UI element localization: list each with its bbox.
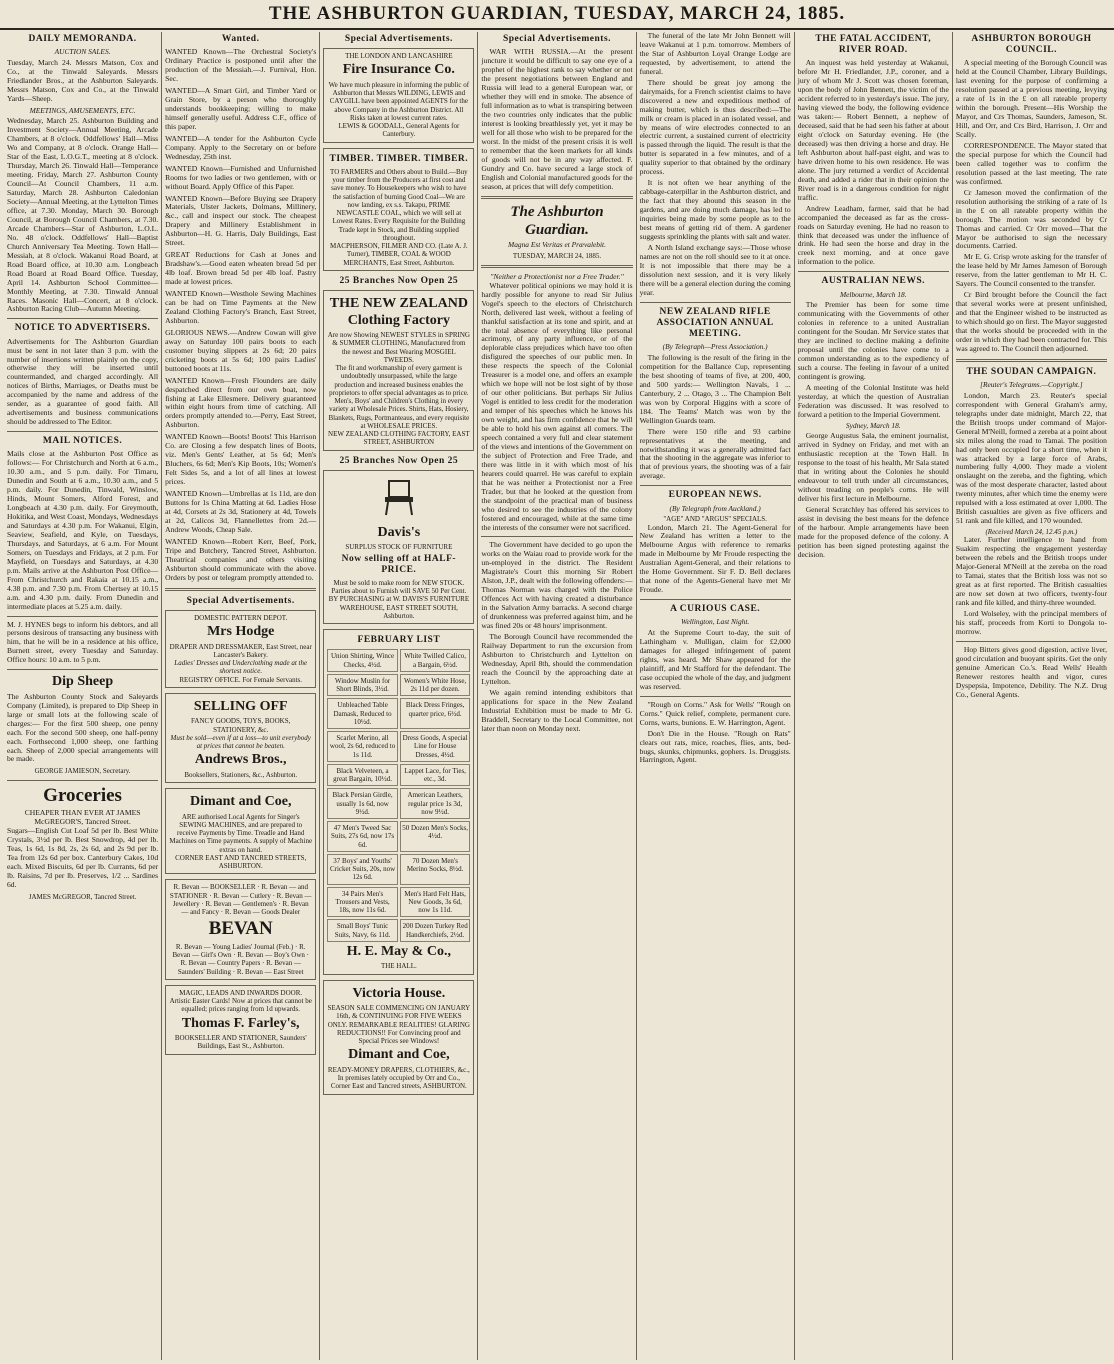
column-5 — [636, 32, 794, 1360]
feb-item: Men's Hard Felt Hats, New Goods, 3s 6d, now 1s 11d. — [400, 887, 471, 918]
inner-masthead: The Ashburton Guardian. — [510, 204, 604, 239]
hodge-tag: DOMESTIC PATTERN DEPOT. — [194, 613, 288, 622]
timber-heading: TIMBER. TIMBER. TIMBER. — [329, 153, 469, 164]
wanted-ad: WANTED Known—The Orchestral Society's Ordinary Practice is postponed until after the production of the Messiah.—J. Furnival, Hon. Sec. — [165, 47, 317, 84]
branches-banner: 25 Branches Now Open 25 — [339, 455, 459, 466]
rifle-heading: NEW ZEALAND RIFLE ASSOCIATION ANNUAL MEETING. — [656, 306, 774, 340]
magic-heading: MAGIC, LEADS AND INWARDS DOOR. — [179, 988, 303, 997]
columns — [4, 32, 1110, 1360]
feb-item: White Twilled Calico, a Bargain, 6½d. — [400, 649, 471, 672]
butter-news: There should be great joy among the dairymaids, for a French scientist claims to have discovered a new and expeditious method of making butter, which is thus described:—The milk or cream is placed in an isolated vessel, and by means of wire electrodes connected to an electric current, a sustained current of electricity is passed through the liquid. The result is that the butter is separated in a few minutes, and of a quality superior to that obtained by the ordinary process. — [639, 77, 791, 177]
council-text: CORRESPONDENCE. The Mayor stated that the special purpose for which the Council had been called together was to confirm the resolution passed at the last meeting. The rate was confirmed. — [955, 140, 1107, 186]
australian-text: A meeting of the Colonial Institute was held yesterday, at which the question of Australian Federation was discussed. It was resolved to forward a petition to the Imperial Government. — [797, 382, 949, 419]
column-1 — [4, 32, 161, 1360]
council-text: A special meeting of the Borough Council was held at the Council Chamber, Library Buildings, last evening for the purpose of confirming a resolution passed at a previous meeting, levying a rate of 1s in the £ on all rateable property within the borough. Present—His Worship the Mayor, and Crs Thomas, Saunders, Jameson, St. Hill, and Orr, and Crs Bird, Harrison, J. Orr and Scally. — [955, 58, 1107, 140]
special-heading: Special Advertisements. — [344, 34, 453, 44]
selling-heading: SELLING OFF — [193, 698, 288, 714]
insurance-signed: LEWIS & GOODALL, General Agents for Canterbury. — [338, 122, 460, 139]
davis-offer: Now selling off at HALF-PRICE. — [341, 553, 457, 575]
magic-text: Artistic Easter Cards! Now at prices that cannot be equalled; prices ranging from 1d upwards. — [169, 997, 312, 1014]
clothing-ad — [323, 290, 474, 451]
hynes-notice: M. J. HYNES begs to inform his debtors, and all persons desirous of transacting any business with him, that he will be in a residence at his office, Burnett street, every Tuesday and Saturday. Office hours: 10 a.m. to 5 p.m. — [7, 619, 159, 665]
feb-item: Lappet Lace, for Ties, etc., 3d. — [400, 764, 471, 787]
bevan-list-left: R. Bevan — BOOKSELLER · R. Bevan — and STATIONER · R. Bevan — Cutlery · R. Bevan — Jewellery · R. Bevan — Gentlemen's · R. Bevan — and Fancy · R. Bevan — Goods Dealer — [169, 883, 312, 917]
corns-ad: "Rough on Corns." Ask for Wells' "Rough on Corns." Quick relief, complete, permanent cure. Corns, warts, bunions. E. W. Harrington, Agent. — [639, 699, 791, 727]
feb-item: Black Persian Girdle, usually 1s 6d, now 9½d. — [327, 788, 398, 819]
clothing-name: THE NEW ZEALAND Clothing Factory — [329, 296, 468, 328]
feb-item: Window Muslin for Short Blinds, 3½d. — [327, 674, 398, 697]
feb-item: Union Shirting, Wince Checks, 4½d. — [327, 649, 398, 672]
wanted-ad: WANTED Known—Fresh Flounders are daily despatched direct from our own boat, now fishing at Lake Ellesmere. Delivery guaranteed within eight hours from time of catching. All orders promptly attended to.—Perry, East Street, Ashburton. — [165, 375, 317, 430]
column-2 — [161, 32, 319, 1360]
mail-heading: MAIL NOTICES. — [42, 436, 123, 447]
sydney-text: George Augustus Sala, the eminent journalist, arrived in Sydney on Friday, and met with an enthusiastic reception at the Town Hall. In response to the toast of his health, Mr Sala stated that in writing about the Colonies he should endeavour to tell truth under all circumstances, without treading on people's corns. He will deliver his first lecture in Melbourne. — [797, 431, 949, 504]
reductions-ad: GREAT Reductions for Cash at Jones and Bradshaw's.—Good eaten wheaten bread 5d per 4lb loaf. Brown bread 5d per 4lb loaf. Pastry made at lowest prices. — [165, 250, 317, 287]
dimant-addr: CORNER EAST AND TANCRED STREETS, ASHBURTON. — [175, 853, 307, 871]
feb-item: 34 Pairs Men's Trousers and Vests, 18s, now 11s 6d. — [327, 887, 398, 918]
insurance-text: We have much pleasure in informing the public of Ashburton that Messrs WILDING, LEWIS and CAYGILL have been appointed AGENTS for the above Company in the Ashburton District. All Risks taken at lowest current rates. — [328, 80, 470, 122]
selling-off-ad — [165, 693, 316, 783]
davis-ad — [323, 470, 474, 624]
masthead-date: TUESDAY, MARCH 24, 1885. — [512, 251, 602, 260]
fatal-heading: THE FATAL ACCIDENT, RIVER ROAD. — [815, 34, 932, 56]
feb-heading: FEBRUARY LIST — [357, 635, 441, 646]
meetings-heading: MEETINGS, AMUSEMENTS, ETC. — [29, 105, 136, 115]
clothing-sub: Are now Showing NEWEST STYLES in SPRING & SUMMER CLOTHING, Manufactured from the newest and Best Wearing MOSGIEL TWEEDS. — [327, 331, 470, 364]
fatal-text: An inquest was held yesterday at Wakanui, before Mr H. Friedlander, J.P., coroner, and a jury of whom Mr J. Scott was chosen foreman, upon the body of John Bennett, the victim of the accident referred to in yesterday's issue. The jury, having viewed the body, the following evidence was taken:— Robert Bennett, a nephew of deceased, said that he had seen his father at about eight o'clock on Saturday evening. He (the deceased) was then driving a horse and dray. He left Ashburton about half-past eight, and was to have driven home to his own residence. He was alone. The jury returned a verdict of Accidental death, and added a rider that in their opinion the River road is in a dangerous condition for night traffic. — [797, 58, 949, 202]
masthead-title: THE ASHBURTON GUARDIAN, TUESDAY, MARCH 24, 1885. — [268, 3, 846, 24]
february-list-ad — [323, 629, 474, 974]
caterpillar-news: It is not often we hear anything of the cabbage-caterpillar in the Ashburton district, and the fact that they abound this season in the gardens, and are doing much damage, has led to inquiries being made by some people as to the best means of getting rid of them. A gardener suggests sprinkling the plants with salt and water. — [639, 178, 791, 241]
european-heading: EUROPEAN NEWS. — [668, 490, 762, 501]
fatal-text: Andrew Leadham, farmer, said that he had accompanied the deceased as far as the cross-roads on Saturday evening. He had no reason to think that deceased was under the influence of drink. He had seen the horse and dray in the creek next morning, and at once gave information to the police. — [797, 203, 949, 267]
column-7 — [952, 32, 1110, 1360]
victoria-ad — [323, 980, 474, 1095]
european-subhead: "AGE" AND "ARGUS" SPECIALS. — [663, 515, 767, 524]
insurance-name: Fire Insurance Co. — [342, 62, 455, 78]
masthead — [0, 0, 1114, 30]
bevan-name: BEVAN — [208, 918, 273, 940]
daily-memoranda-heading: DAILY MEMORANDA. — [28, 34, 137, 44]
may-name: H. E. May & Co., — [346, 943, 451, 959]
hodge-name: Mrs Hodge — [207, 624, 275, 640]
australian-heading: AUSTRALIAN NEWS. — [821, 276, 926, 287]
feb-item: 50 Dozen Men's Socks, 4½d. — [400, 821, 471, 852]
mail-text: Mails close at the Ashburton Post Office as follows:— For Christchurch and North at 6 a.m., 10.30 a.m., and 5 p.m. daily. For Timaru, Dunedin and South at 6 a.m., 10.30 a.m., and 5 p.m. daily. For Dunedin, Tinwald, Winslow, Hinds, Mount Somers, Alford Forest, and Longbeach at 4.30 p.m. daily. For Greymouth, Hokitika, and West Coast, Mondays, Wednesdays and Saturdays at 4.30 p.m. For Wakanui, Elgin, Seaview, Seafield, and Kyle, on Tuesdays, Thursdays, and Saturdays, at 6 a.m. For Mount Somers, on Tuesdays and Fridays, at 2 p.m. For Mayfield, on Tuesdays and Saturdays, at 4.30 p.m. Mails arrive at the Ashburton Post Office— From Christchurch and Rakaia at 10.15 a.m., 4.38 p.m. and 7.30 p.m. From Chertsey at 10.15 a.m. and 4.30 p.m. daily. From Dunedin and intermediate places at 5.25 a.m. daily. — [7, 449, 159, 611]
leader-text: Whatever political opinions we may hold it is hardly possible for anyone to read Sir Julius Vogel's speech to the electors of Christchurch North, delivered last week, without a feeling of thankful satisfaction at its tone and spirit, and at the total absence of everything like personal acrimony, of any party influence, or of the deplorable class prejudices which have too often disfigured the speeches of our public men. In these respects the speech of the Colonial Treasurer is a model one, and offers an example which we hope will not be lost sight of by those of our other politicians. But perhaps Sir Julius Vogel is entitled to less credit for the moderation and temper of his speeches which he knows his own weight, and has firm confidence that he will be able to hold his own against all comers. The speech contained a very full and clear statement of the views and intentions of the Government on the subject of Protection and Free Trade, and there was little in it with which most of his hearers could quarrel. He was careful to explain that he was neither a Protectionist nor a Free Trader, but that he looked at the question from the standpoint of the practical man of business who desired to see the industries of the colony fostered and encouraged, while at the same time the interests of the consumer were not sacrificed. — [481, 280, 633, 532]
borough-news: The Borough Council have recommended the Railway Department to run the excursion from Ashburton to Christchurch and Lyttelton on Wednesday, April 8th, should the commendation reach the Council by the approaching date at Lyttelton. — [481, 631, 633, 686]
special-heading: Special Advertisements. — [502, 34, 612, 44]
selling-sub: FANCY GOODS, TOYS, BOOKS, STATIONERY, &c. — [191, 717, 291, 734]
feb-item: Black Velveteen, a great Bargain, 10½d. — [327, 764, 398, 787]
exhibition-news: We again remind intending exhibitors that applications for space in the New Zealand Industrial Exhibition must be made to Mr G. Braddell, Secretary to the Local Committee, not later than noon on Monday next. — [481, 687, 633, 733]
feb-item: Black Dress Fringes, quarter price, 6½d. — [400, 698, 471, 729]
soudan-text: London, March 23. Reuter's special correspondent with General Graham's army, telegraphs under date midnight, March 22, that the British troops under command of Major-General M'Neill, formed a zereba at a point about six miles along the road to Tamai. The position had only been occupied for a short time, when it was attacked by a large force of Arabs, numbering fully 4,000. They made a violent onslaught on the zereba, and the fighting, which was of the most desperate character, lasted about twenty minutes, after which time the enemy were repulsed with a loss estimated at over 1,000. The British casualties are given as five officers and 51 rank and file killed, and 170 wounded. — [955, 390, 1107, 526]
hodge-ad — [165, 610, 316, 688]
soudan-received: (Received March 24, 12.45 p.m.) — [985, 528, 1078, 537]
wanted-ad: WANTED Known—Boots! Boots! This Harrison Co. are Closing a few despatch lines of Boots, viz. Men's Gents' Leather, at 5s 6d; Men's Bluchers, 6s 6d; Men's Kip Boots, 10s; Women's Felt Sides 5s, and a lot of all lines at lowest prices. — [165, 432, 317, 487]
feb-item: 70 Dozen Men's Merino Socks, 8½d. — [400, 854, 471, 885]
sydney-text: General Scratchley has offered his services to assist in devising the best means for the defence of the harbour. Ample arrangements have been made for the proposed defence of the colony. A petition has been signed protesting against the decision. — [797, 505, 949, 559]
wanted-ad: WANTED—A tender for the Ashburton Cycle Company. Apply to the Secretary on or before Wednesday, 25th inst. — [165, 133, 317, 161]
european-text: London, March 21. The Agent-General for New Zealand has written a letter to the Melbourne Argus with reference to remarks made in Melbourne by Mr Froude respecting the Australian Agent-General, and their relations to the Home Government. Sir F. D. Bell declares that none of the Agents-General have met Mr Froude. — [639, 522, 791, 595]
rats-ad: Don't Die in the House. "Rough on Rats" clears out rats, mice, roaches, flies, ants, bed-bugs, skunks, chipmunks, gophers. 1s. Druggists. Harrington, Agent. — [639, 728, 791, 765]
european-sub: (By Telegraph from Auckland.) — [669, 503, 761, 513]
rifle-text: The following is the result of the firing in the competition for the Ballance Cup, representing the best shooting of teams of five, at 200, 400, and 500 yards:— Wellington Navals, 1 ... Canterbury, 2 ... Otago, 3 ... The Champion Belt was won by Corporal Higgins with a score of 184. The Teams' Match was won by the Wellington Guards team. — [639, 352, 791, 425]
curious-text: At the Supreme Court to-day, the suit of Lathingham v. Mulligan, claim for £2,000 damages for alleged infringement of patent rights, was heard. Mr Shaw appeared for the plaintiff, and Mr Stafford for the defendant. The case occupied the whole of the day, and judgment was reserved. — [639, 628, 791, 691]
rifle-text: There were 150 rifle and 93 carbine representatives at the meeting, and notwithstanding it was a generally admitted fact that the shooting in the aggregate was inferior to that of previous years, the shooting was of a fair average. — [639, 426, 791, 481]
soudan-later: Lord Wolseley, with the principal members of his staff, proceeds from Korti to Dongola to-morrow. — [955, 609, 1107, 636]
dip-signed: GEORGE JAMIESON, Secretary. — [34, 767, 131, 776]
advertisers-text: Advertisements for The Ashburton Guardian must be sent in not later than 3 p.m. with the number of insertions written plainly on the copy, otherwise they will be inserted until countermanded, and charged accordingly. All notices of Births, Marriages, or Deaths must be accompanied by the name and address of the sender, as a guarantee of good faith. All advertisements and business communications should be addressed to The Editor. — [7, 336, 159, 427]
insurance-company: THE LONDON AND LANCASHIRE — [345, 52, 453, 61]
column-6 — [794, 32, 952, 1360]
war-article: WAR WITH RUSSIA.—At the present juncture it would be difficult to say one eye of a prophet of the highest rank to say whether or not the present negotiations between England and Russia will lead to a general European war, or whether they will end in smoke. The absence of full information as to what is transpiring between the two countries only indicates that the public interest is looking breathlessly yet, yet it may be well for all those who wish to be prepared for the worst. In the midst of the present crisis it is well to remember that the keen markets for all kinds of goods will not be in any way affected. F. Gundry and Co. have secured a large stock of English and Colonial manufactured goods for the season, at prices that will defy competition. — [481, 47, 633, 191]
council-text: Mr E. G. Crisp wrote asking for the transfer of the lease held by Mr James Jameson of Borough reserve, from the latter gentleman to Mr H. C. Sayers. The Council consented to the transfer. — [955, 252, 1107, 289]
timber-text: TO FARMERS and Others about to Build.—Buy your timber from the Producers at first cost and save money. To Housekeepers who wish to have the satisfaction of burning Good Coal—We are now landing, ex s.s. Takapu, PRIME NEWCASTLE COAL, which we will sell at Lowest Rates. Every Requisite for the Building Trade kept in Stock, and Building supplied throughout. — [330, 167, 468, 242]
soudan-later: Later. Further intelligence to hand from Suakim respecting the engagement yesterday between the rebels and the British troops under Major-General M'Neill at the zereba on the road to Tamai, states that the British loss was not so great as at first reported. The British casualties are now set down at two officers, twenty-four rank and file killed, and thirty-three wounded. — [955, 535, 1107, 608]
victoria-name: Victoria House. — [352, 985, 446, 1001]
council-text: Cr Bird brought before the Council the fact that several works were at present unfinished, and that the Engineer wished to be instructed as to which should go on first. The Mayor suggested that the works should be proceeded with in the order in which they had been contracted for. This was agreed to. The Council then adjourned. — [955, 290, 1107, 353]
feb-item: Small Boys' Tunic Suits, Navy, 6s 11d. — [327, 919, 398, 942]
feb-item: 47 Men's Tweed Sac Suits, 27s 6d, now 17s 6d. — [327, 821, 398, 852]
advertisers-heading: NOTICE TO ADVERTISERS. — [14, 323, 151, 334]
dip-text: The Ashburton County Stock and Saleyards Company (Limited), is prepared to Dip Sheep in large or small lots at the following scale of charges:— For the first 500 sheep, one penny each. For the second 500 sheep, one half-penny each. Forthsecond 1,000 sheep, one farthing each. Sheep of 2,000 special arrangements will be made. — [7, 691, 159, 764]
special-heading: Special Advertisements. — [186, 595, 295, 606]
andrews-sub: Booksellers, Stationers, &c., Ashburton. — [184, 770, 298, 779]
andrews-name: Andrews Bros., — [194, 752, 287, 768]
curious-sub: Wellington, Last Night. — [680, 617, 750, 627]
column-3 — [319, 32, 477, 1360]
australian-sub: Melbourne, March 18. — [839, 289, 907, 299]
wanted-ad: WANTED Known—Before Buying see Drapery Materials, Ulster Jackets, Dolmans, Millinery, &c., call and inspect our stock. The cheapest Drapery and Millinery Establishment in Ashburton—H. G. Harris, Daly Buildings, East Street. — [165, 193, 317, 248]
timber-ad — [323, 148, 474, 271]
dimant2-sub: READY-MONEY DRAPERS, CLOTHIERS, &c., In premises lately occupied by Orr and Co., Corner East and Tancred streets, ASHBURTON. — [327, 1065, 470, 1091]
bevan-list-right: R. Bevan — Young Ladies' Journal (Feb.) · R. Bevan — Girl's Own · R. Bevan — Boy's Own · R. Bevan — Country Papers · R. Bevan — Saunders' Building · R. Bevan — East Street — [172, 942, 309, 976]
dimant-text: ARE authorised Local Agents for Singer's SEWING MACHINES, and are prepared to receive Payments by Time. Treadle and Hand Machines on Time payments. A supply of Machine extras on hand. — [169, 812, 313, 854]
clothing-addr: NEW ZEALAND CLOTHING FACTORY, EAST STREET, ASHBURTON — [328, 430, 470, 447]
leader-title: "Neither a Protectionist nor a Free Trader." — [490, 271, 624, 281]
insurance-ad — [323, 48, 474, 143]
dimant2-name: Dimant and Coe, — [348, 1047, 450, 1063]
feb-item: Dress Goods, A special Line for House Dresses, 4½d. — [400, 731, 471, 762]
hodge-text: Ladies' Dresses and Underclothing made at the shortest notice. — [174, 659, 308, 676]
wanted-heading: Wanted. — [221, 34, 260, 44]
feb-item: 200 Dozen Turkey Red Handkerchiefs, 2½d. — [400, 919, 471, 942]
timber-signed: MACPHERSON, FILMER AND CO. (Late A. J. Turner), TIMBER, COAL & WOOD MERCHANTS, East Street, Ashburton. — [330, 242, 468, 267]
registry-text: REGISTRY OFFICE. For Female Servants. — [179, 675, 303, 684]
dimant-singer-ad — [165, 788, 316, 874]
feb-item: Unbleached Table Damask, Reduced to 10½d. — [327, 698, 398, 729]
davis-name: Davis's — [377, 524, 421, 540]
wanted-ad: WANTED Known—Umbrellas at 1s 11d, are don Buttons for 1s China Matting at 6d. Ladies Hose at 4d, Corsets at 2s 3d, Stationery at 4d, Towels at 2d, Calicos 3d, Flannellettes from 2d.—Andrew Woods, Cheap Sale. — [165, 489, 317, 534]
farley-name: Thomas F. Farley's, — [181, 1015, 300, 1031]
wanted-ad: WANTED—A Smart Girl, and Timber Yard or Grain Store, by a person who thoroughly understands bookkeeping; willing to make himself generally useful. Address C.F., office of this paper. — [165, 86, 317, 131]
dimant-name: Dimant and Coe, — [189, 794, 292, 810]
wanted-ad: WANTED Known—Westhole Sewing Machines can be had on Time Payments at the New Zealand Clothing Factory's Branch, East Street, Ashburton. — [165, 289, 317, 325]
feb-item: Women's White Hose, 2s 11d per dozen. — [400, 674, 471, 697]
australian-text: The Premier has been for some time communicating with the Governments of other colonies in reference to a united Australian contingent for the Soudan. Mr Service states that they are inclined to decline making a definite proposal until the colonies have come to a common understanding as to the expediency of such a course. The feeling in favour of a united contingent is growing. — [797, 300, 949, 381]
soudan-sub: [Reuter's Telegrams.—Copyright.] — [980, 380, 1083, 390]
hop-bitters-ad: Hop Bitters gives good digestion, active liver, good circulation and buoyant spirits. Get the only genuine American Co.'s. Read Wells' Health Renewer restores health and vigor, cures Dyspepsia, Impotence, Debility. The N.Z. Drug Co., General Agents. — [955, 644, 1107, 699]
auction-text: Tuesday, March 24. Messrs Matson, Cox and Co., at the Tinwald Saleyards. Messrs Friedlander Bros., at the Ashburton Saleyards. Messrs Matson, Cox and Co., at the Tinwald Yards—Sheep. — [7, 57, 159, 103]
feb-items-grid — [327, 649, 470, 942]
bevan-ad — [165, 879, 316, 979]
wanted-ad: WANTED Known—Furnished and Unfurnished Rooms for two ladies or two gentlemen, with or without Board. Apply Office of this Paper. — [165, 163, 317, 191]
masthead-motto: Magna Est Veritas et Prævalebit. — [508, 239, 606, 249]
column-4 — [477, 32, 635, 1360]
sydney-sub: Sydney, March 18. — [845, 420, 901, 430]
farley-sub: BOOKSELLER AND STATIONER, Saunders' Buildings, East St., Ashburton. — [174, 1034, 307, 1051]
glorious-ad: GLORIOUS NEWS.—Andrew Cowan will give away on Saturday 100 pairs boots to each customer buying slippers at 2s 6d; 20 pairs cricketing boots at 5s 6d; 100 pairs Ladies' buttoned boots at 11s. — [165, 327, 317, 373]
groceries-sub: CHEAPER THAN EVER AT JAMES McGREGOR'S, Tancred Street. — [24, 808, 141, 827]
election-news: A North Island exchange says:—Those whose names are not on the roll should see to it at once. It is not impossible that there may be a dissolution next session, and it is very likely there will be a general election during the coming year. — [639, 242, 791, 297]
council-heading: ASHBURTON BOROUGH COUNCIL. — [971, 34, 1092, 56]
funeral-news: The funeral of the late Mr John Bennett will leave Wakanui at 1 p.m. tomorrow. Members of the Star of Ashburton Loyal Orange Lodge are requested, by advertisement, to attend the funeral. — [639, 32, 791, 76]
feb-item: Scarlet Merino, all wool, 2s 6d, reduced to 1s 11d. — [327, 731, 398, 762]
groceries-signed: JAMES McGREGOR, Tancred Street. — [28, 892, 137, 901]
meetings-text: Wednesday, March 25. Ashburton Building and Investment Society—Annual Meeting, Arcade Chambers, at 8 o'clock. Oddfellows' Hall—Miss Wo and Company, at 8 o'clock. Orange Hall—Star of the East, L.O.G.T., meeting at 8 o'clock. Thursday, March 26. Tinwald Hall—Temperance meeting. Friday, March 27. Ashburton County Council—At Council Chambers, 11 a.m. Saturday, March 28. Ashburton Caledonian Society—Annual Meeting, at the Lyttelton Times office, at 7.30. Monday, March 30. Borough Council, at Borough Council Chambers, at 7.30. Arcade Chambers—Star of Ashburton, L.O.L. No. 48 o'clock. Oddfellows' Hall—Baptist Church Anniversary Tea Meeting. Town Hall—Messiah, at 8 o'clock. Wakanui Road Board, at Road Board office, at 10.30 a.m. Longbeach Road Board at Road Board Office. Tuesday, April 14. Ashburton School Committee—Monthly Meeting, at 7.30. Tinwald Annual Races. Masonic Hall—Concert, at 8 o'clock. Ashburton Racing Club—Autumn Meeting. — [7, 116, 159, 314]
victoria-text: SEASON SALE COMMENCING ON JANUARY 16th, & CONTINUING FOR FIVE WEEKS ONLY. REMARKABLE REALITIES! GLARING REDUCTIONS!! For Convincing proof and Special Prices see Windows! — [327, 1004, 471, 1046]
auction-heading: AUCTION SALES. — [54, 47, 111, 57]
may-sub: THE HALL. — [380, 962, 417, 971]
davis-sub: SURPLUS STOCK OF FURNITURE — [345, 543, 453, 552]
government-news: The Government have decided to go upon the works on the Waiau road to provide work for the un-employed in the district. The Resident Magistrate's Court this morning Sir Robert Alston, J.P., dealt with the following offenders:—Thomas Norman was charged with the Police Offences Act with having created a disturbance in the Salvation Army barracks. A second charge of drunkenness was preferred against him, and he was fined 20s or 48 hours' imprisonment. — [481, 540, 633, 631]
branches-banner: 25 Branches Now Open 25 — [339, 275, 459, 286]
curious-heading: A CURIOUS CASE. — [670, 604, 761, 615]
clothing-text: The fit and workmanship of every garment is undoubtedly unsurpassed, while the large production and increased business enables the proprietors to offer special advantages as to price. Men's, Boys' and Children's Clothing in every variety at Wholesale Prices. Shirts, Hats, Hosiery, Blankets, Rugs, Portmanteaus, and every requisite at WHOLESALE PRICES. — [328, 364, 470, 430]
wanted-ad: WANTED Known—Robert Kerr, Beef, Pork, Tripe and Butchery, Tancred Street, Ashburton. Theatrical companies and others visiting Ashburton should communicate with the above. Orders by post or telegram promptly attended to. — [165, 536, 317, 582]
groceries-heading: Groceries — [43, 784, 122, 806]
rifle-sub: (By Telegraph—Press Association.) — [662, 342, 768, 352]
dip-heading: Dip Sheep — [52, 674, 114, 690]
council-text: Cr Jameson moved the confirmation of the resolution authorising the striking of a rate of 1s in the £ on all rateable property within the borough. The motion was seconded by Cr Thomas and carried. Cr Orr moved—That the Mayor be authorised to sign the necessary documents. Carried. — [955, 187, 1107, 251]
groceries-text: Sugars—English Cut Loaf 5d per lb. Best White Crystals, 3½d per lb. Best Snowdrop, 4d per lb. Teas, 1s 6d, 1s 8d, 2s, 2s 6d, and 2s 9d per lb. Tea from 12s 6d per box. Canterbury Cakes, 10d each. Mixed Biscuits, 6d per lb. Currants, 6d per lb. Raisins, 7d per lb. Preserves, 1/2 ... Sardines 6d. — [7, 825, 159, 889]
chair-icon — [375, 477, 423, 517]
hodge-sub: DRAPER AND DRESSMAKER, East Street, near Lancaster's Bakery. — [169, 642, 312, 659]
davis-text: Must be sold to make room for NEW STOCK. Parties about to Furnish will SAVE 50 Per Cent. BY PURCHASING at W. DAVIS'S FURNITURE WAREHOUSE, EAST STREET SOUTH, Ashburton. — [328, 578, 470, 620]
feb-item: 37 Boys' and Youths' Cricket Suits, 20s, now 12s 6d. — [327, 854, 398, 885]
selling-note: Must be sold—even if at a loss—to unit everybody at prices that cannot be beaten. — [170, 733, 311, 751]
magic-ad — [165, 985, 316, 1055]
soudan-heading: THE SOUDAN CAMPAIGN. — [966, 366, 1097, 377]
feb-item: American Leathers, regular price 1s 3d, now 9½d. — [400, 788, 471, 819]
